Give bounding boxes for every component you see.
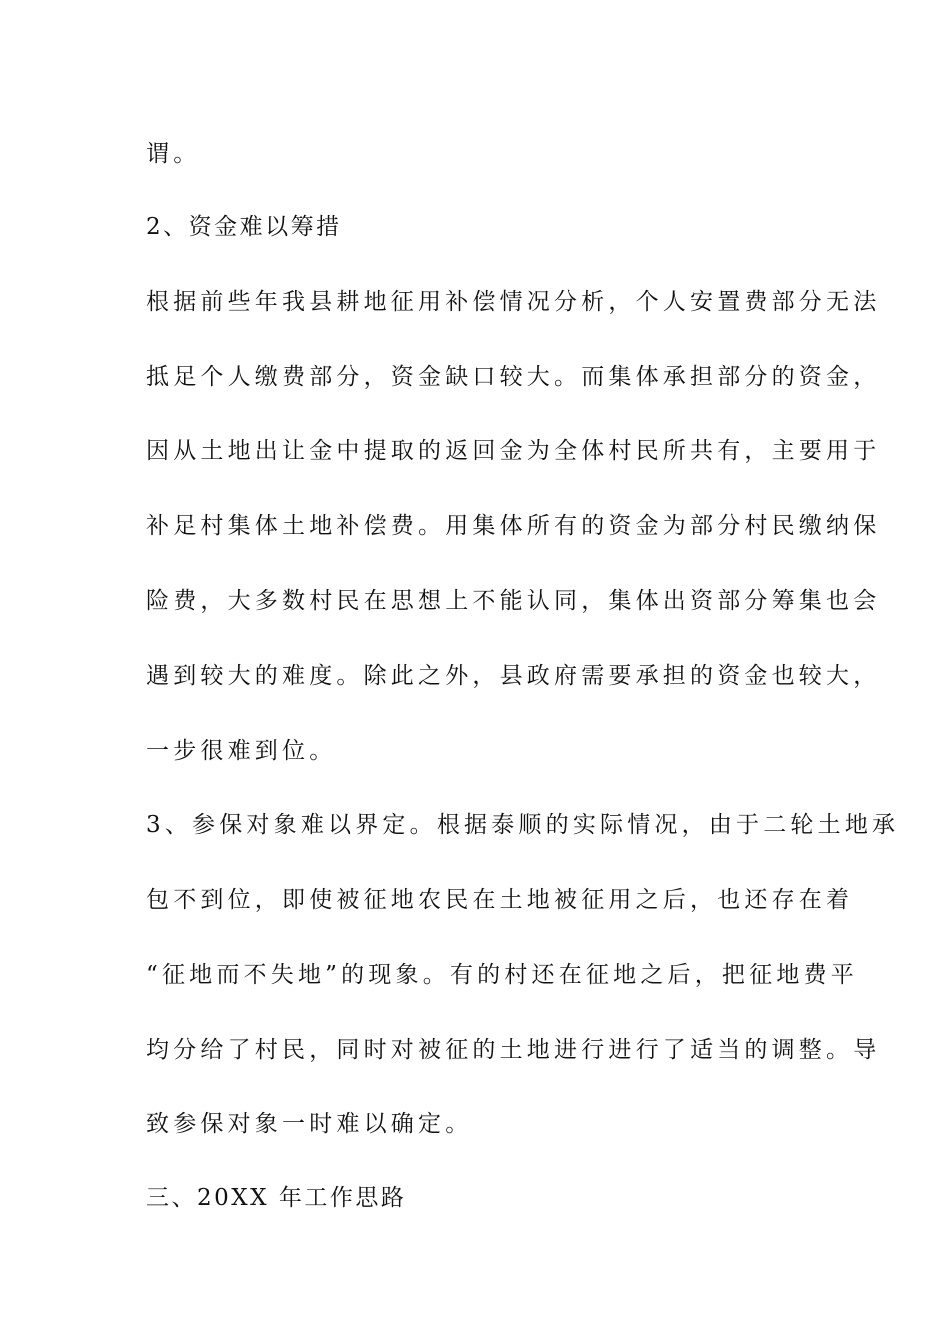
text-line-5: 因从土地出让金中提取的返回金为全体村民所共有，主要用于 (146, 438, 881, 464)
text-line-7: 险费，大多数村民在思想上不能认同，集体出资部分筹集也会 (146, 588, 881, 614)
text-line-4: 抵足个人缴费部分，资金缺口较大。而集体承担部分的资金， (146, 364, 881, 390)
text-line-9: 一步很难到位。 (146, 738, 337, 764)
text-line-8: 遇到较大的难度。除此之外，县政府需要承担的资金也较大， (146, 663, 881, 689)
text-line-6: 补足村集体土地补偿费。用集体所有的资金为部分村民缴纳保 (146, 513, 881, 539)
text-line-13: 均分给了村民，同时对被征的土地进行进行了适当的调整。导 (146, 1037, 881, 1063)
text-line-12: “征地而不失地”的现象。有的村还在征地之后，把征地费平 (146, 962, 858, 988)
text-line-1: 谓。 (146, 141, 201, 167)
section-heading-work-plan: 三、20XX 年工作思路 (146, 1185, 407, 1211)
text-line-11: 包不到位，即使被征地农民在土地被征用之后，也还存在着 (146, 887, 854, 913)
text-line-3: 根据前些年我县耕地征用补偿情况分析，个人安置费部分无法 (146, 289, 881, 315)
text-line-14: 致参保对象一时难以确定。 (146, 1111, 473, 1137)
text-line-10: 3、参保对象难以界定。根据泰顺的实际情况，由于二轮土地承 (146, 812, 900, 838)
section-heading-funding: 2、资金难以筹措 (146, 214, 342, 240)
